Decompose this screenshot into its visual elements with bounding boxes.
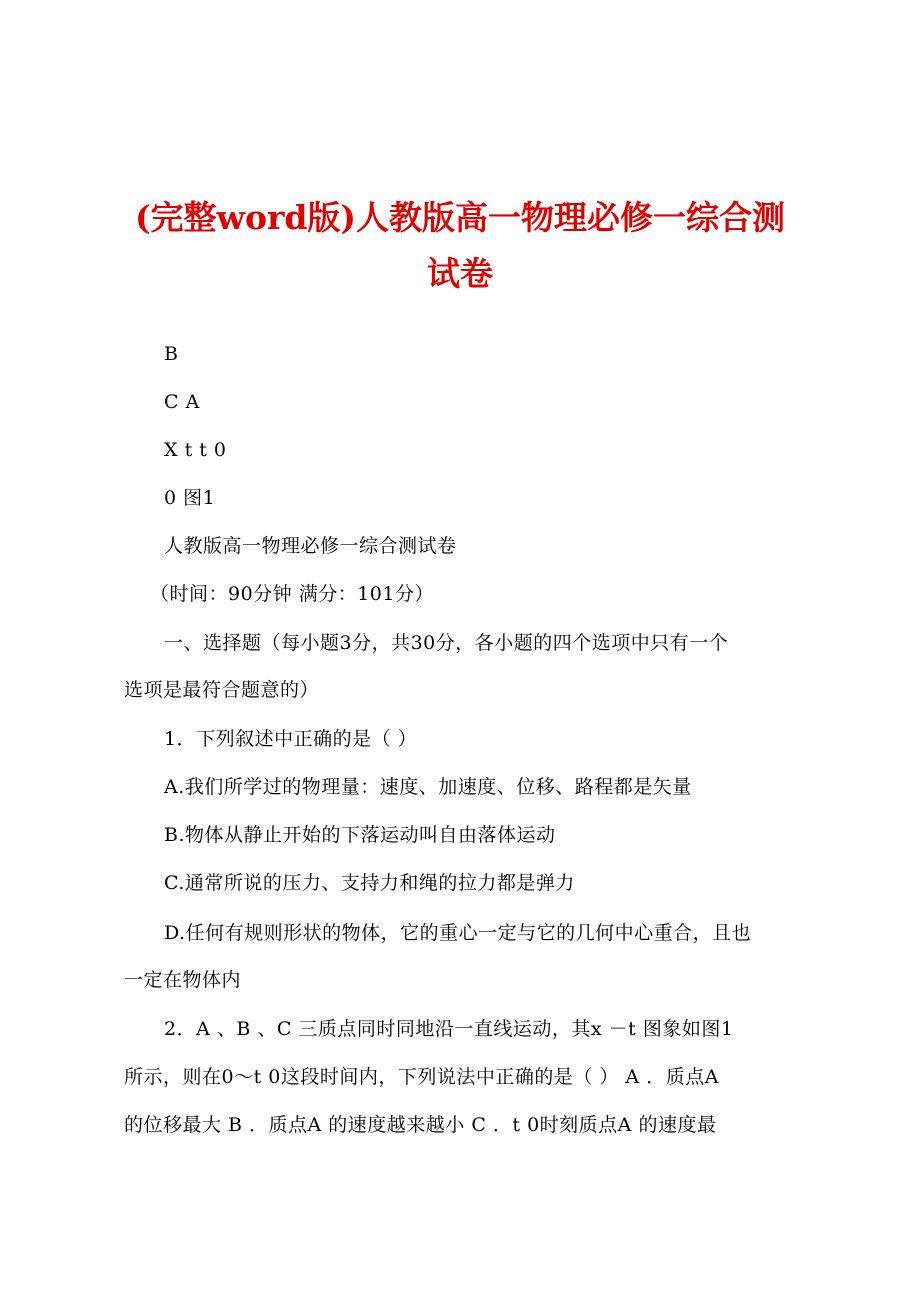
exam-time-info: （时间：90分钟 满分：101分） — [150, 583, 434, 605]
question-1-option-d-line-1: D.任何有规则形状的物体，它的重心一定与它的几何中心重合，且也 — [164, 922, 752, 944]
figure-caption: 0 图1 — [164, 487, 216, 509]
question-1-option-b: B.物体从静止开始的下落运动叫自由落体运动 — [164, 824, 556, 846]
question-2-line-3: 的位移最大 B ．质点A 的速度越来越小 C ．t 0时刻质点A 的速度最 — [124, 1114, 717, 1136]
document-title-line-2: 试卷 — [427, 254, 493, 293]
section-heading-line-1: 一、选择题（每小题3分，共30分，各小题的四个选项中只有一个 — [164, 632, 729, 654]
question-1-option-a: A.我们所学过的物理量：速度、加速度、位移、路程都是矢量 — [164, 776, 692, 798]
question-1-option-c: C.通常所说的压力、支持力和绳的拉力都是弹力 — [164, 872, 575, 894]
figure-label-axes: X t t 0 — [164, 439, 227, 461]
question-2-line-2: 所示，则在0～t 0这段时间内，下列说法中正确的是（ ） A ．质点A — [124, 1066, 719, 1088]
figure-label-b: B — [164, 343, 179, 365]
document-title-line-1: (完整word版)人教版高一物理必修一综合测 — [134, 198, 786, 237]
question-2-line-1: 2．A 、B 、C 三质点同时同地沿一直线运动，其x －t 图象如图1 — [164, 1018, 734, 1040]
document-subtitle: 人教版高一物理必修一综合测试卷 — [164, 535, 457, 557]
section-heading-line-2: 选项是最符合题意的） — [124, 679, 320, 701]
figure-label-c-a: C A — [164, 391, 200, 413]
question-1-stem: 1．下列叙述中正确的是（ ） — [164, 728, 418, 750]
question-1-option-d-line-2: 一定在物体内 — [124, 969, 242, 991]
